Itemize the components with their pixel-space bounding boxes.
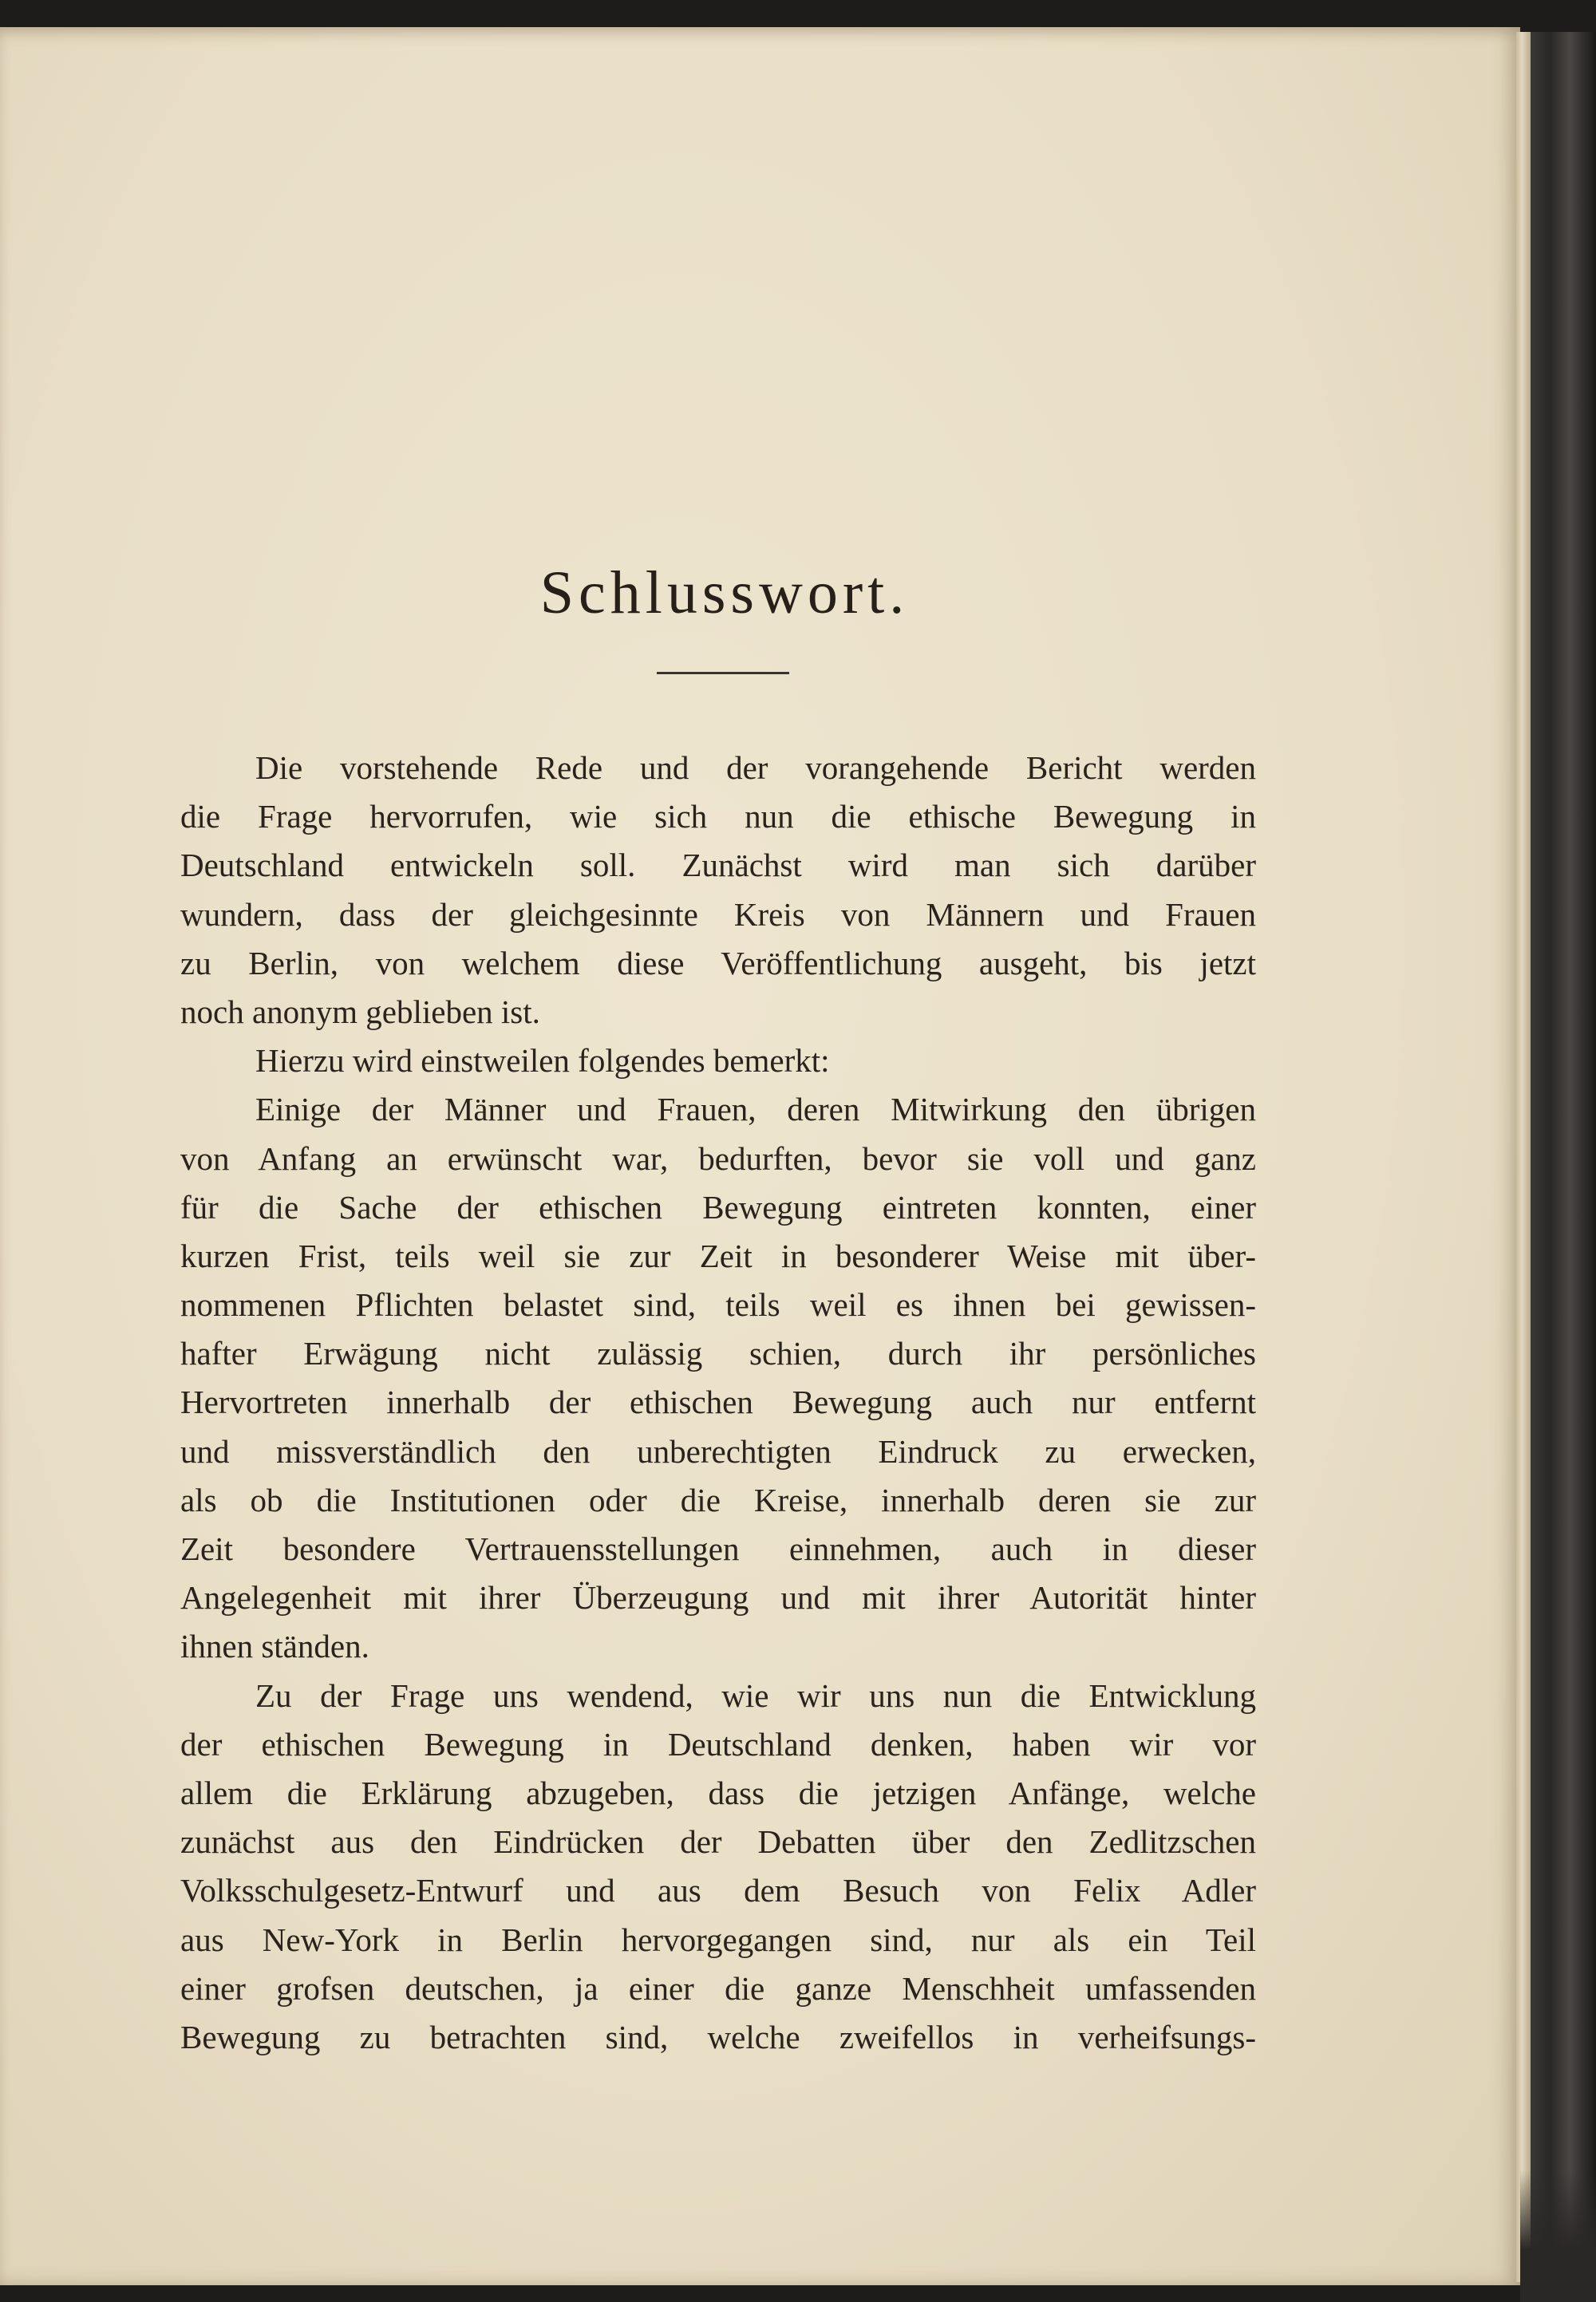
page-edge: [1516, 32, 1531, 2282]
text-line: der ethischen Bewegung in Deutschland denken, haben wir vor: [180, 1725, 1256, 1763]
body-text: [180, 744, 1256, 2062]
text-line: Deutschland entwickeln soll. Zunächst wird man sich darüber: [180, 847, 1256, 884]
title-rule: [657, 672, 789, 674]
text-line: Angelegenheit mit ihrer Überzeugung und mit ihrer Autorität hinter: [180, 1579, 1256, 1617]
page-title: Schlusswort.: [539, 559, 910, 626]
text-line: Hierzu wird einstweilen folgendes bemerkt:: [255, 1042, 830, 1080]
text-line: zunächst aus den Eindrücken der Debatten über den Zedlitzschen: [180, 1823, 1256, 1861]
text-line: wundern, dass der gleichgesinnte Kreis von Männern und Frauen: [180, 895, 1256, 933]
text-line: und missverständlich den unberechtigten Eindruck zu erwecken,: [180, 1432, 1256, 1470]
text-line: nommenen Pflichten belastet sind, teils weil es ihnen bei gewissen-: [180, 1286, 1256, 1324]
text-line: einer grofsen deutschen, ja einer die ganze Menschheit umfassenden: [180, 1969, 1256, 2007]
text-line: allem die Erklärung abzugeben, dass die jetzigen Anfänge, welche: [180, 1774, 1256, 1811]
text-line: kurzen Frist, teils weil sie zur Zeit in besonderer Weise mit über-: [180, 1237, 1256, 1274]
text-line: Zeit besondere Vertrauensstellungen einnehmen, auch in dieser: [180, 1530, 1256, 1567]
text-line: Die vorstehende Rede und der vorangehende Bericht werden: [255, 749, 1256, 786]
text-line: Zu der Frage uns wendend, wie wir uns nun die Entwicklung: [255, 1676, 1256, 1714]
text-line: aus New-York in Berlin hervorgegangen sind, nur als ein Teil: [180, 1921, 1256, 1958]
text-line: zu Berlin, von welchem diese Veröffentlichung ausgeht, bis jetzt: [180, 944, 1256, 981]
text-line: die Frage hervorrufen, wie sich nun die ethische Bewegung in: [180, 798, 1256, 835]
text-line: hafter Erwägung nicht zulässig schien, durch ihr persönliches: [180, 1335, 1256, 1372]
book-cover-bottom: [1520, 2170, 1596, 2302]
text-line: für die Sache der ethischen Bewegung eintreten konnten, einer: [180, 1188, 1256, 1226]
book-cover: [1531, 32, 1596, 2302]
text-line: Hervortreten innerhalb der ethischen Bewegung auch nur entfernt: [180, 1384, 1256, 1421]
text-line: von Anfang an erwünscht war, bedurften, bevor sie voll und ganz: [180, 1139, 1256, 1177]
text-line: Einige der Männer und Frauen, deren Mitwirkung den übrigen: [255, 1091, 1256, 1128]
text-line: Bewegung zu betrachten sind, welche zweifellos in verheifsungs-: [180, 2018, 1256, 2055]
text-line: ihnen ständen.: [180, 1628, 369, 1665]
text-line: Volksschulgesetz-Entwurf und aus dem Besuch von Felix Adler: [180, 1872, 1256, 1909]
text-line: noch anonym geblieben ist.: [180, 993, 540, 1030]
text-line: als ob die Institutionen oder die Kreise, innerhalb deren sie zur: [180, 1481, 1256, 1518]
